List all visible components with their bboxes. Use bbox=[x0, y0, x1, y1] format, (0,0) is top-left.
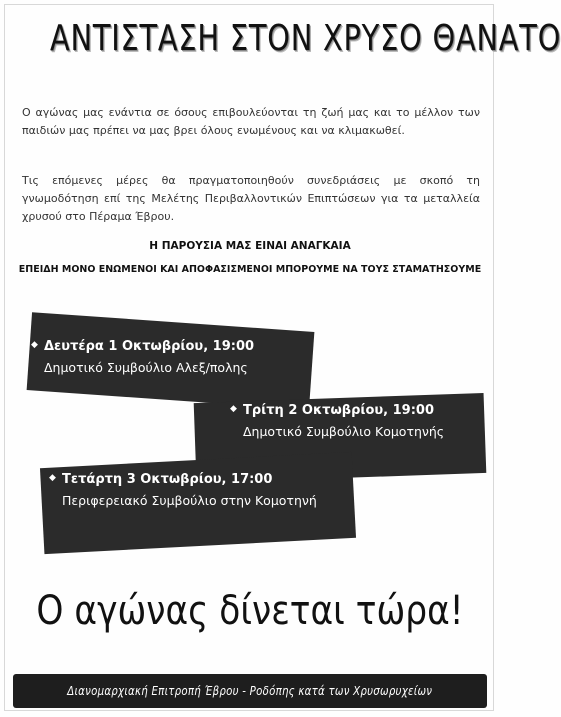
diamond-bullet-icon: ◆ bbox=[49, 473, 56, 483]
event-2-place: Δημοτικό Συμβούλιο Κομοτηνής bbox=[243, 424, 445, 439]
footer-banner bbox=[13, 674, 487, 708]
event-3 bbox=[49, 472, 317, 508]
event-2-date: Τρίτη 2 Οκτωβρίου, 19:00 bbox=[243, 403, 435, 418]
united-notice: ΕΠΕΙΔΗ ΜΟΝΟ ΕΝΩΜΕΝΟΙ ΚΑΙ ΑΠΟΦΑΣΙΣΜΕΝΟΙ ΜΠΟΡΟΥΜΕ ΝΑ ΤΟΥΣ ΣΤΑΜΑΤΗΣΟΥΜΕ bbox=[18, 264, 482, 275]
footer-text: Διανομαρχιακή Επιτροπή Έβρου - Ροδόπης κατά των Χρυσωρυχείων bbox=[67, 684, 433, 698]
presence-notice: Η ΠΑΡΟΥΣΙΑ ΜΑΣ ΕΙΝΑΙ ΑΝΑΓΚΑΙΑ bbox=[149, 240, 351, 252]
slogan: Ο αγώνας δίνεται τώρα! bbox=[36, 588, 464, 634]
event-2 bbox=[230, 403, 445, 439]
event-1-date: Δευτέρα 1 Οκτωβρίου, 19:00 bbox=[44, 339, 255, 354]
event-3-place: Περιφερειακό Συμβούλιο στην Κομοτηνή bbox=[62, 493, 317, 508]
poster-title: ΑΝΤΙΣΤΑΣΗ ΣΤΟΝ ΧΡΥΣΟ ΘΑΝΑΤΟ bbox=[50, 18, 561, 59]
intro-paragraph: Ο αγώνας μας ενάντια σε όσους επιβουλεύονται τη ζωή μας και το μέλλον των παιδιών μας πρέπει να μας βρει όλους ενωμένους και να κλιμακωθεί. bbox=[22, 106, 480, 137]
diamond-bullet-icon: ◆ bbox=[230, 404, 237, 414]
event-1 bbox=[31, 339, 255, 375]
meetings-paragraph: Τις επόμενες μέρες θα πραγματοποιηθούν συνεδριάσεις με σκοπό τη γνωμοδότηση επί της Μελέτης Περιβαλλοντικών Επιπτώσεων για τα μεταλλεία χρυσού στο Πέραμα Έβρου. bbox=[22, 174, 480, 223]
event-1-place: Δημοτικό Συμβούλιο Αλεξ/πολης bbox=[44, 360, 248, 375]
event-3-date: Τετάρτη 3 Οκτωβρίου, 17:00 bbox=[62, 472, 273, 487]
diamond-bullet-icon: ◆ bbox=[31, 340, 38, 350]
